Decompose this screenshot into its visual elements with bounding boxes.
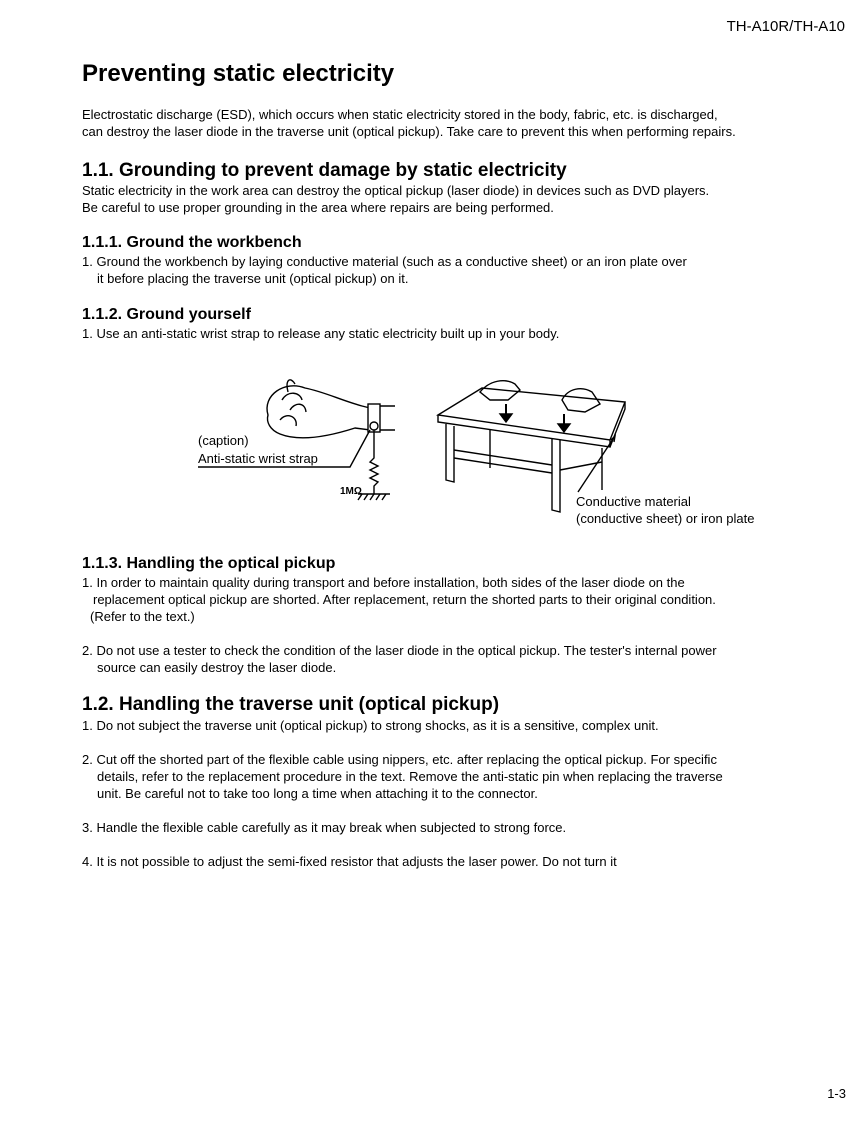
intro-paragraph — [82, 106, 736, 140]
page-title: Preventing static electricity — [82, 60, 395, 87]
item-line: 2. Cut off the shorted part of the flexible cable using nippers, etc. after replacing the optical pickup. For specific — [82, 752, 717, 767]
item-line: 2. Do not use a tester to check the condition of the laser diode in the optical pickup. The tester's internal power — [82, 643, 717, 658]
section-1-1-1-heading: 1.1.1. Ground the workbench — [82, 234, 302, 251]
section-1-2-item-2 — [82, 751, 802, 802]
item-line: details, refer to the replacement procedure in the text. Remove the anti-static pin when replacing the traverse — [97, 769, 723, 784]
intro-line-1: Electrostatic discharge (ESD), which occurs when static electricity stored in the body, fabric, etc. is discharged, — [82, 107, 718, 122]
section-1-1-3-heading: 1.1.3. Handling the optical pickup — [82, 555, 336, 572]
item-line: (Refer to the text.) — [90, 609, 195, 624]
section-1-1-text — [82, 182, 709, 216]
item-line: unit. Be careful not to take too long a time when attaching it to the connector. — [97, 786, 538, 801]
item-line: replacement optical pickup are shorted. After replacement, return the shorted parts to their original condition. — [93, 592, 716, 607]
resistor-label: 1MΩ — [340, 486, 362, 497]
section-1-1-1-item-1 — [82, 253, 802, 287]
section-1-2-heading: 1.2. Handling the traverse unit (optical pickup) — [82, 694, 500, 715]
section-1-1-3-item-2 — [82, 642, 802, 676]
section-1-2-item-4: 4. It is not possible to adjust the semi-fixed resistor that adjusts the laser power. Do not turn it — [82, 854, 617, 869]
model-number: TH-A10R/TH-A10 — [726, 18, 845, 35]
grounding-illustration — [190, 370, 790, 530]
item-line: 1. In order to maintain quality during transport and before installation, both sides of the laser diode on the — [82, 575, 685, 590]
section-1-2-item-1: 1. Do not subject the traverse unit (optical pickup) to strong shocks, as it is a sensitive, complex unit. — [82, 718, 659, 733]
material-label-line-2: (conductive sheet) or iron plate — [576, 511, 755, 526]
material-label-line-1: Conductive material — [576, 494, 691, 509]
item-line: it before placing the traverse unit (optical pickup) on it. — [97, 271, 409, 286]
caption-label: (caption) — [198, 433, 249, 448]
intro-line-2: can destroy the laser diode in the traverse unit (optical pickup). Take care to prevent this when performing repairs. — [82, 124, 736, 139]
section-1-2-item-3: 3. Handle the flexible cable carefully as it may break when subjected to strong force. — [82, 820, 567, 835]
section-1-1-line-1: Static electricity in the work area can destroy the optical pickup (laser diode) in devices such as DVD players. — [82, 183, 710, 198]
section-1-1-2-heading: 1.1.2. Ground yourself — [82, 306, 251, 323]
workbench-icon — [438, 381, 625, 512]
section-1-1-line-2: Be careful to use proper grounding in the area where repairs are being performed. — [82, 200, 554, 215]
section-1-1-2-item-1: 1. Use an anti-static wrist strap to release any static electricity built up in your body. — [82, 326, 560, 341]
item-line: source can easily destroy the laser diode. — [97, 660, 337, 675]
section-1-1-3-item-1 — [82, 574, 782, 625]
page-number: 1-3 — [827, 1086, 846, 1101]
section-1-1-heading: 1.1. Grounding to prevent damage by static electricity — [82, 160, 567, 181]
item-line: 1. Ground the workbench by laying conductive material (such as a conductive sheet) or an iron plate over — [82, 254, 687, 269]
wrist-strap-label: Anti-static wrist strap — [198, 451, 318, 466]
